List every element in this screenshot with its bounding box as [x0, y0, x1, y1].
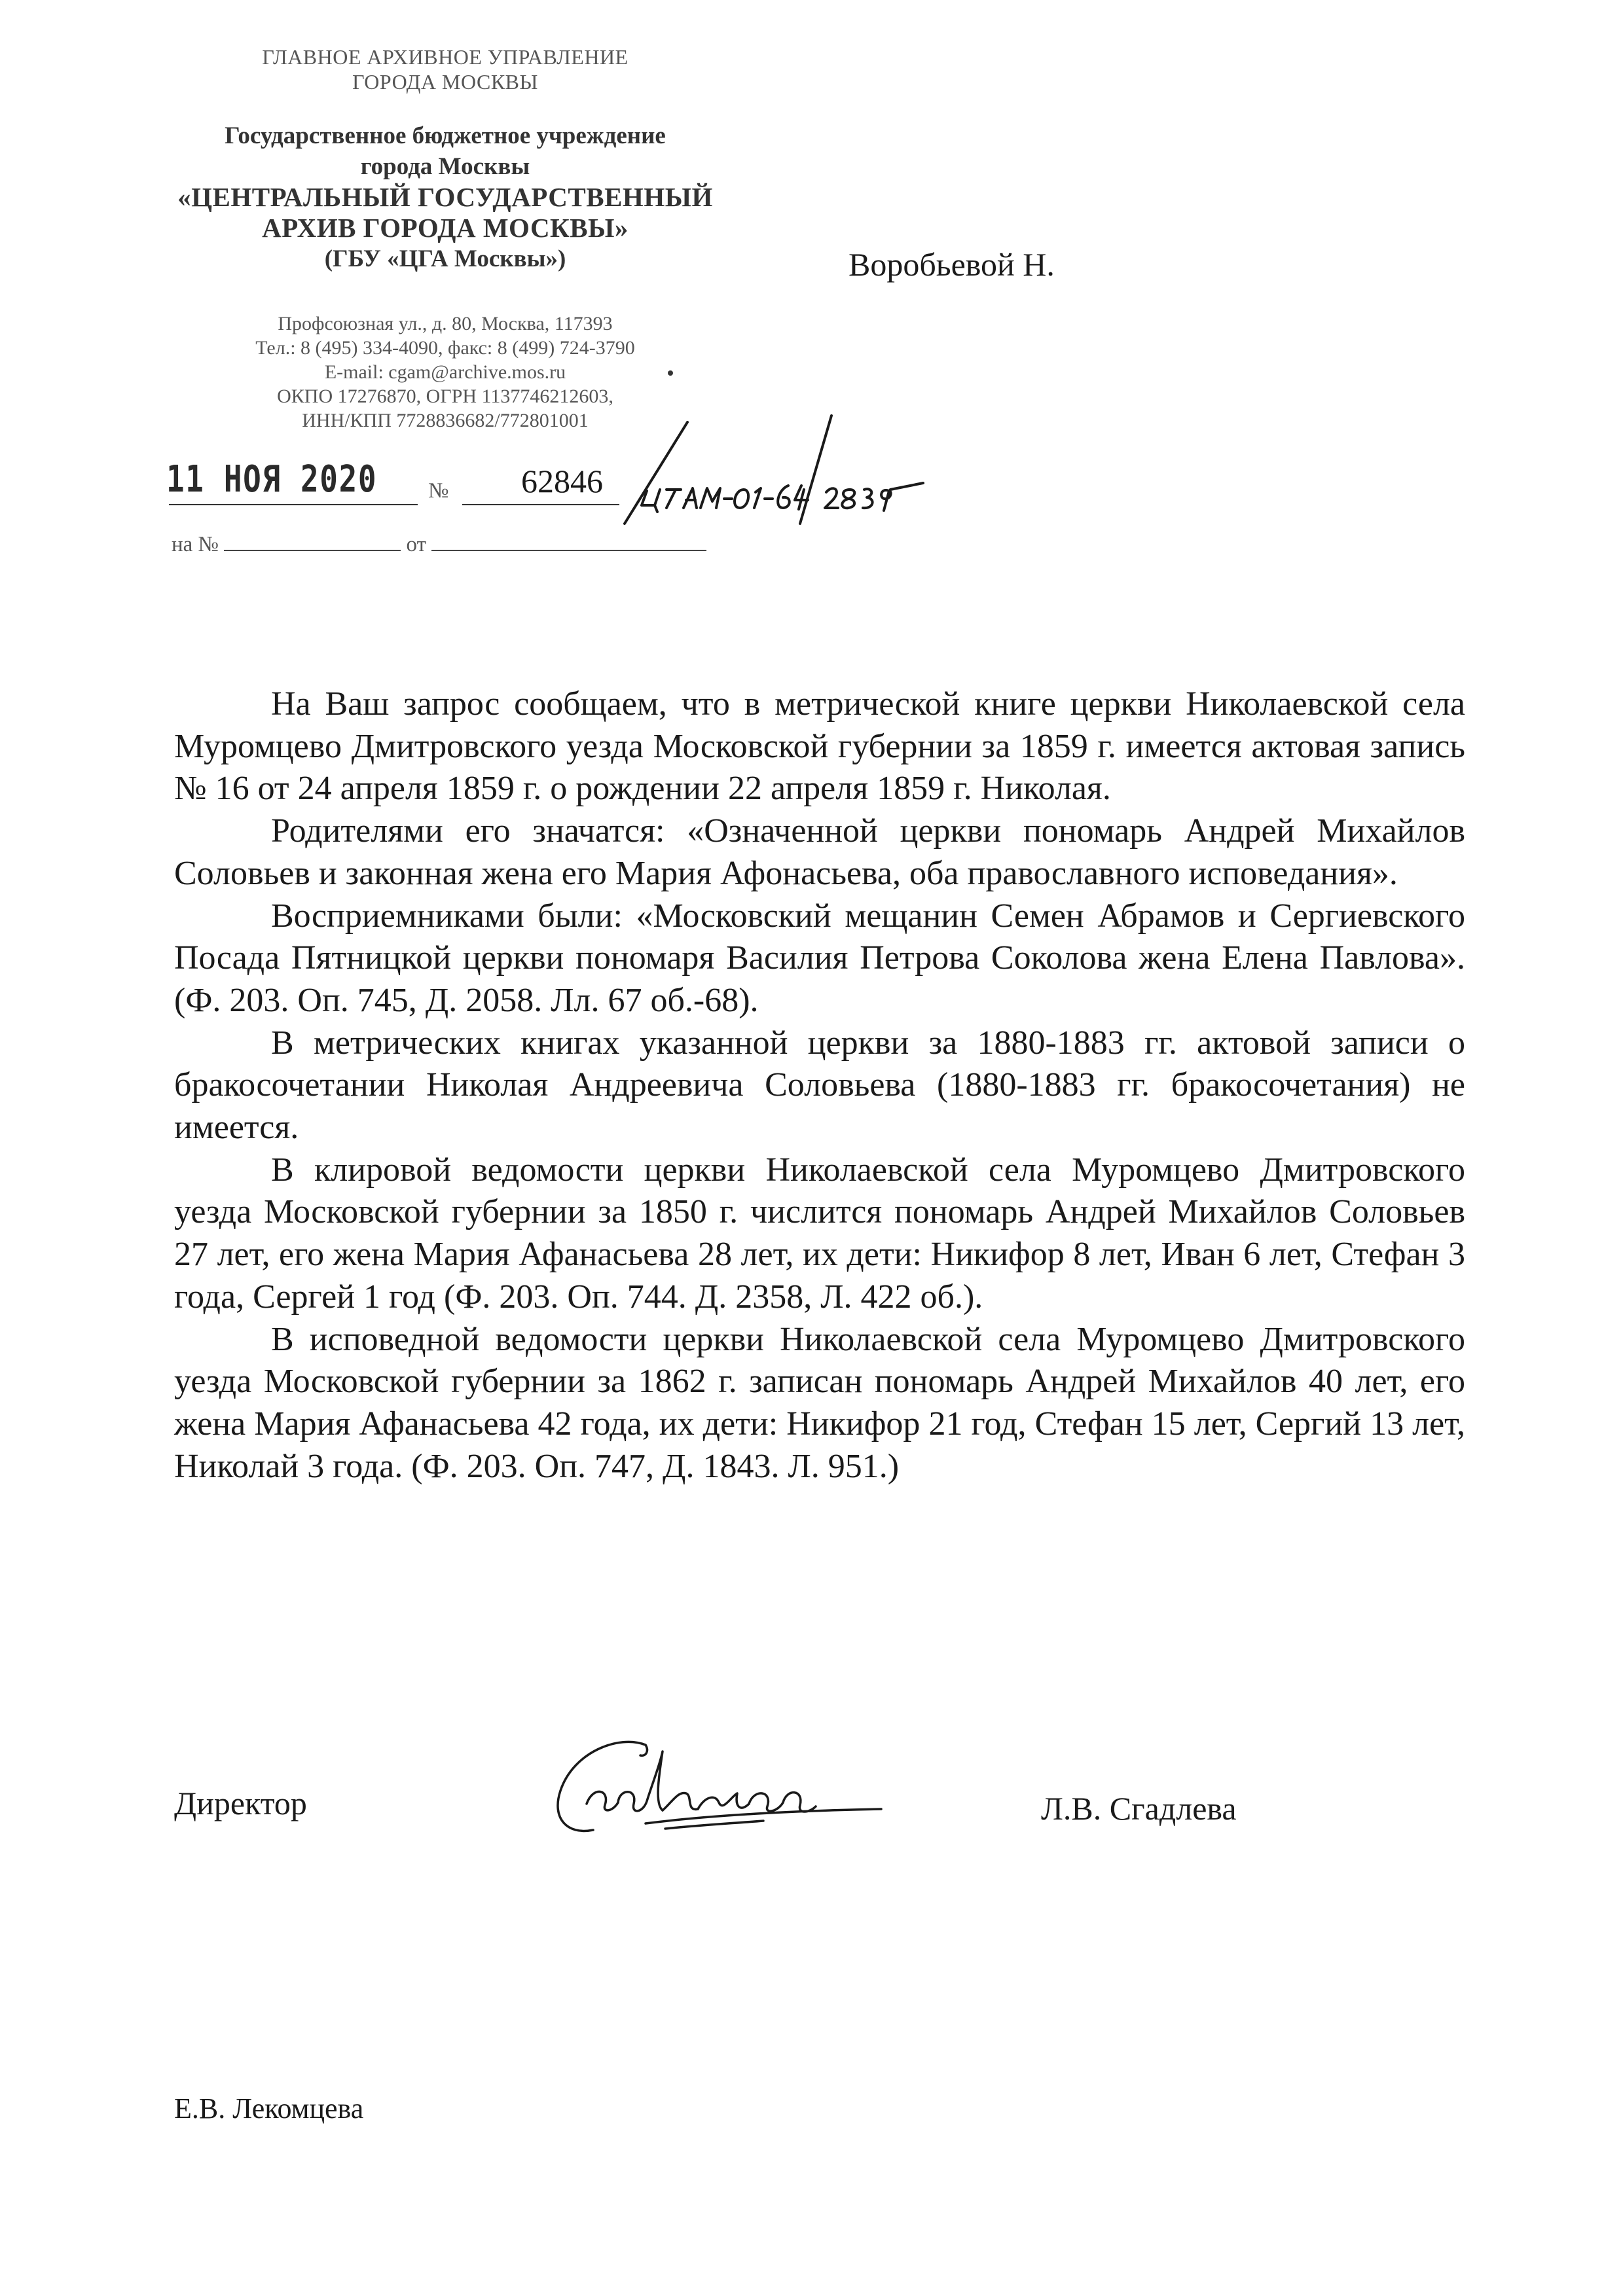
ref-date-blank — [431, 533, 706, 551]
executor-name: Е.В. Лекомцева — [174, 2092, 364, 2125]
org-line-3: «ЦЕНТРАЛЬНЫЙ ГОСУДАРСТВЕННЫЙ — [177, 182, 713, 212]
letter-body — [174, 683, 1465, 1488]
contact-inn: ИНН/КПП 7728836682/772801001 — [302, 410, 589, 431]
signatory-title: Директор — [174, 1785, 307, 1821]
reference-line — [172, 533, 706, 557]
body-paragraph-3: Восприемниками были: «Московский мещанин Семен Абрамов и Сергиевского Посада Пятницкой церкви пономаря Василия Петрова Соколова жена Елена Павлова».(Ф. 203. Оп. 745, Д. 2058. Лл. 67 об.-68). — [174, 897, 1465, 1019]
contact-email: E-mail: cgam@archive.mos.ru — [324, 361, 566, 383]
ministry-line-2: ГОРОДА МОСКВЫ — [352, 70, 538, 94]
registration-number: 62846 — [521, 463, 603, 499]
addressee: Воробьевой Н. — [848, 246, 1055, 283]
letterhead-organization — [170, 120, 720, 274]
org-line-5: (ГБУ «ЦГА Москвы») — [324, 245, 566, 272]
org-line-1: Государственное бюджетное учреждение — [225, 122, 666, 149]
body-paragraph-6: В исповедной ведомости церкви Николаевской села Муромцево Дмитровского уезда Московской губернии за 1862 г. записан пономарь Андрей Михайлов 40 лет, его жена Мария Афанасьева 42 года, их дети: Никифор 21 год, Стефан 15 лет, Сергий 13 лет, Николай 3 года. (Ф. 203. Оп. 747, Д. 1843. Л. 951.) — [174, 1320, 1465, 1485]
org-line-2: города Москвы — [360, 153, 530, 180]
contact-okpo: ОКПО 17276870, ОГРН 1137746212603, — [277, 386, 613, 407]
handwritten-number-suffix — [615, 412, 930, 530]
ref-from-label: от — [406, 533, 427, 556]
date-stamp: 11 НОЯ 2020 — [166, 458, 378, 501]
date-underline — [169, 504, 418, 505]
signatory-name: Л.В. Сгадлева — [1041, 1790, 1237, 1827]
number-sign: № — [428, 479, 449, 503]
body-paragraph-2: Родителями его значатся: «Означенной церкви пономарь Андрей Михайлов Соловьев и законная жена его Мария Афонасьева, оба православного исповедания». — [174, 812, 1465, 892]
letterhead-ministry — [196, 45, 694, 94]
ref-prefix: на № — [172, 533, 219, 556]
contact-phone: Тел.: 8 (495) 334-4090, факс: 8 (499) 724-3790 — [255, 337, 635, 359]
ref-number-blank — [224, 533, 401, 551]
contact-address: Профсоюзная ул., д. 80, Москва, 117393 — [278, 313, 613, 334]
ministry-line-1: ГЛАВНОЕ АРХИВНОЕ УПРАВЛЕНИЕ — [262, 45, 629, 69]
org-line-4: АРХИВ ГОРОДА МОСКВЫ» — [262, 213, 629, 243]
speck-mark — [668, 370, 673, 376]
body-paragraph-4: В метрических книгах указанной церкви за 1880-1883 гг. актовой записи о бракосочетании Николая Андреевича Соловьева (1880-1883 гг. бракосочетания) не имеется. — [174, 1024, 1465, 1147]
number-underline — [462, 504, 619, 505]
handwritten-signature — [547, 1725, 888, 1850]
body-paragraph-1: На Ваш запрос сообщаем, что в метрической книге церкви Николаевской села Муромцево Дмитровского уезда Московской губернии за 1859 г. имеется актовая запись № 16 от 24 апреля 1859 г. о рождении 22 апреля 1859 г. Николая. — [174, 685, 1465, 808]
body-paragraph-5: В клировой ведомости церкви Николаевской села Муромцево Дмитровского уезда Московской губернии за 1850 г. числится пономарь Андрей Михайлов Соловьев 27 лет, его жена Мария Афанасьева 28 лет, их дети: Никифор 8 лет, Иван 6 лет, Стефан 3 года, Сергей 1 год (Ф. 203. Оп. 744. Д. 2358, Л. 422 об.). — [174, 1151, 1465, 1316]
